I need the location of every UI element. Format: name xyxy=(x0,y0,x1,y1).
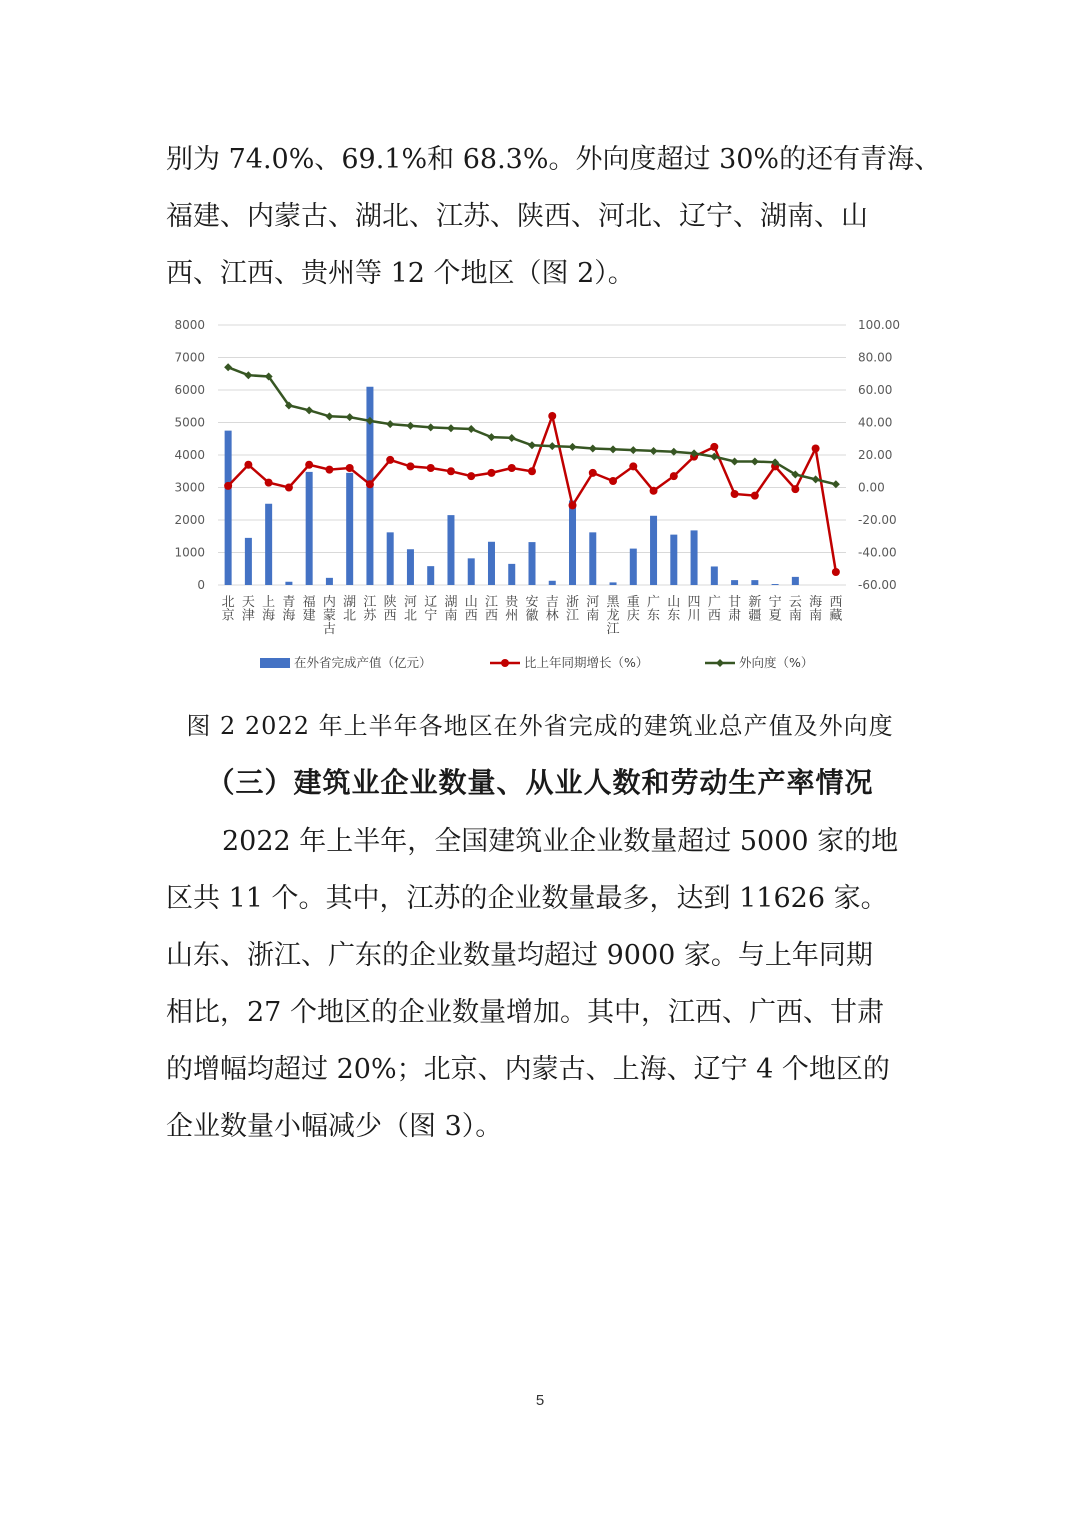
text-line: 别为 74.0%、69.1%和 68.3%。外向度超过 30%的还有青海、 xyxy=(166,144,942,175)
category-label: 津 xyxy=(241,608,255,624)
left-tick-label: 7000 xyxy=(174,350,205,365)
text-line: 福建、内蒙古、湖北、江苏、陕西、河北、辽宁、湖南、山 xyxy=(166,201,868,232)
text-line: 区共 11 个。其中，江苏的企业数量最多，达到 11626 家。 xyxy=(166,883,888,914)
bar xyxy=(731,580,738,585)
category-label: 南 xyxy=(586,608,600,624)
bar xyxy=(468,558,475,585)
data-point xyxy=(670,472,678,480)
bar xyxy=(529,542,536,585)
text-line: 相比，27 个地区的企业数量增加。其中，江西、广西、甘肃 xyxy=(166,997,884,1028)
data-point xyxy=(731,458,739,466)
bar xyxy=(650,516,657,585)
bar xyxy=(792,577,799,585)
category-label: 京 xyxy=(221,608,235,624)
category-label: 北 xyxy=(343,608,357,624)
data-point xyxy=(244,371,252,379)
category-label: 江 xyxy=(566,608,580,624)
data-point xyxy=(710,443,718,451)
legend-label: 在外省完成产值（亿元） xyxy=(294,655,432,670)
bar xyxy=(751,580,758,585)
data-point xyxy=(751,492,759,500)
data-point xyxy=(265,479,273,487)
right-tick-label: -20.00 xyxy=(858,513,897,527)
left-tick-label: 5000 xyxy=(174,415,205,430)
category-label: 徽 xyxy=(525,608,539,624)
category-label: 西 xyxy=(464,608,478,624)
right-tick-label: 100.00 xyxy=(858,318,900,332)
data-point xyxy=(548,442,556,450)
category-label: 东 xyxy=(667,608,681,624)
data-point xyxy=(508,434,516,442)
data-point xyxy=(791,485,799,493)
legend-marker xyxy=(501,659,509,667)
data-point xyxy=(346,464,354,472)
category-label: 重 xyxy=(626,595,640,610)
data-point xyxy=(508,464,516,472)
bar xyxy=(225,431,232,585)
category-label: 江 xyxy=(606,622,620,637)
category-label: 宁 xyxy=(768,595,782,610)
category-label: 浙 xyxy=(566,595,580,610)
data-point xyxy=(751,458,759,466)
data-point xyxy=(305,406,313,414)
category-label: 安 xyxy=(525,595,539,610)
category-label: 夏 xyxy=(768,608,782,624)
bar xyxy=(346,473,353,585)
bar xyxy=(569,501,576,586)
bar xyxy=(427,566,434,585)
data-point xyxy=(386,420,394,428)
category-label: 北 xyxy=(221,595,235,610)
category-label: 海 xyxy=(282,608,296,624)
bar xyxy=(245,538,252,585)
data-point xyxy=(629,446,637,454)
category-label: 北 xyxy=(403,608,417,624)
category-label: 广 xyxy=(707,595,721,610)
bar xyxy=(407,549,414,585)
category-label: 河 xyxy=(586,595,600,610)
bar xyxy=(630,549,637,585)
category-label: 贵 xyxy=(505,595,519,610)
category-label: 藏 xyxy=(829,608,843,624)
data-point xyxy=(812,475,820,483)
legend-marker xyxy=(716,659,724,667)
data-point xyxy=(325,412,333,420)
text-line: 企业数量小幅减少（图 3）。 xyxy=(166,1111,503,1142)
data-point xyxy=(325,466,333,474)
bar xyxy=(488,542,495,585)
bar xyxy=(549,581,556,585)
data-point xyxy=(447,467,455,475)
category-label: 古 xyxy=(322,622,336,637)
right-tick-label: 20.00 xyxy=(858,448,893,462)
data-point xyxy=(609,477,617,485)
category-label: 蒙 xyxy=(322,608,336,624)
legend-label: 外向度（%） xyxy=(739,655,814,670)
category-label: 疆 xyxy=(748,608,762,624)
category-label: 海 xyxy=(809,595,823,610)
category-label: 新 xyxy=(748,595,762,610)
data-point xyxy=(447,424,455,432)
paragraph-bottom xyxy=(166,813,926,1155)
data-point xyxy=(528,467,536,475)
category-label: 川 xyxy=(687,608,701,624)
data-point xyxy=(285,484,293,492)
category-label: 云 xyxy=(788,595,802,610)
category-label: 州 xyxy=(505,608,519,624)
category-label: 东 xyxy=(647,608,661,624)
right-tick-label: 0.00 xyxy=(858,480,885,495)
bar xyxy=(387,532,394,585)
data-point xyxy=(609,445,617,453)
figure-2-chart xyxy=(160,305,920,690)
category-label: 西 xyxy=(484,608,498,624)
data-point xyxy=(589,445,597,453)
data-point xyxy=(467,425,475,433)
category-label: 宁 xyxy=(424,608,438,624)
data-point xyxy=(731,490,739,498)
bar xyxy=(670,535,677,585)
bar xyxy=(610,582,617,585)
data-point xyxy=(528,441,536,449)
data-point xyxy=(832,568,840,576)
data-point xyxy=(629,462,637,470)
left-tick-label: 0 xyxy=(197,578,205,592)
category-label: 上 xyxy=(262,595,276,610)
bar xyxy=(447,515,454,585)
data-point xyxy=(406,462,414,470)
data-point xyxy=(346,413,354,421)
left-tick-label: 4000 xyxy=(174,448,205,462)
data-point xyxy=(487,433,495,441)
category-label: 庆 xyxy=(626,608,640,624)
category-label: 甘 xyxy=(728,595,742,610)
bar xyxy=(285,582,292,585)
left-tick-label: 6000 xyxy=(174,383,205,397)
category-label: 西 xyxy=(707,608,721,624)
text-line: 的增幅均超过 20%；北京、内蒙古、上海、辽宁 4 个地区的 xyxy=(166,1054,890,1085)
text-line: 山东、浙江、广东的企业数量均超过 9000 家。与上年同期 xyxy=(166,940,873,971)
category-label: 南 xyxy=(809,608,823,624)
category-label: 四 xyxy=(687,595,701,610)
category-label: 肃 xyxy=(728,608,742,624)
right-tick-label: -40.00 xyxy=(858,545,897,560)
category-label: 陕 xyxy=(383,595,397,610)
category-label: 龙 xyxy=(606,608,620,624)
category-label: 湖 xyxy=(444,595,458,610)
text-line: 西、江西、贵州等 12 个地区（图 2）。 xyxy=(166,258,635,289)
bar xyxy=(265,504,272,585)
category-label: 山 xyxy=(667,595,681,610)
data-point xyxy=(224,482,232,490)
data-point xyxy=(548,412,556,420)
data-point xyxy=(487,469,495,477)
category-label: 吉 xyxy=(545,595,559,610)
category-label: 西 xyxy=(829,595,843,610)
legend-swatch xyxy=(260,658,290,668)
left-tick-label: 8000 xyxy=(174,318,205,332)
legend-label: 比上年同期增长（%） xyxy=(524,655,649,670)
bar xyxy=(306,472,313,585)
data-point xyxy=(569,501,577,509)
category-label: 内 xyxy=(322,595,336,610)
left-tick-label: 3000 xyxy=(174,480,205,495)
data-point xyxy=(386,456,394,464)
category-label: 湖 xyxy=(343,595,357,610)
figure-caption: 图 2 2022 年上半年各地区在外省完成的建筑业总产值及外向度 xyxy=(186,712,894,740)
paragraph-top xyxy=(166,131,942,302)
page-number: 5 xyxy=(535,1392,545,1409)
data-point xyxy=(427,464,435,472)
category-label: 西 xyxy=(383,608,397,624)
right-tick-label: 40.00 xyxy=(858,415,893,430)
data-point xyxy=(244,461,252,469)
category-label: 黑 xyxy=(606,595,620,610)
data-point xyxy=(650,487,658,495)
category-label: 天 xyxy=(241,595,255,610)
data-point xyxy=(366,480,374,488)
data-point xyxy=(467,472,475,480)
category-label: 河 xyxy=(403,595,417,610)
category-label: 广 xyxy=(647,595,661,610)
data-point xyxy=(569,443,577,451)
right-tick-label: 80.00 xyxy=(858,350,893,365)
data-point xyxy=(589,469,597,477)
bar xyxy=(326,578,333,585)
data-point xyxy=(812,445,820,453)
category-label: 苏 xyxy=(363,608,377,624)
right-tick-label: -60.00 xyxy=(858,578,897,592)
section-heading: （三）建筑业企业数量、从业人数和劳动生产率情况 xyxy=(206,766,874,799)
category-label: 江 xyxy=(484,595,498,610)
category-label: 山 xyxy=(464,595,478,610)
category-label: 南 xyxy=(788,608,802,624)
category-label: 辽 xyxy=(424,595,438,610)
left-tick-label: 1000 xyxy=(174,545,205,560)
category-label: 江 xyxy=(363,595,377,610)
category-label: 林 xyxy=(545,608,559,624)
data-point xyxy=(650,447,658,455)
right-tick-label: 60.00 xyxy=(858,383,893,397)
category-label: 海 xyxy=(262,608,276,624)
category-label: 福 xyxy=(302,595,316,610)
bar xyxy=(691,530,698,585)
category-label: 青 xyxy=(282,595,296,610)
bar xyxy=(772,584,779,585)
category-label: 南 xyxy=(444,608,458,624)
bar xyxy=(711,566,718,585)
bar xyxy=(508,564,515,585)
category-label: 建 xyxy=(302,608,316,624)
data-point xyxy=(427,423,435,431)
data-point xyxy=(224,363,232,371)
text-line: 2022 年上半年，全国建筑业企业数量超过 5000 家的地 xyxy=(222,826,899,857)
bar xyxy=(589,532,596,585)
data-point xyxy=(305,461,313,469)
left-tick-label: 2000 xyxy=(174,513,205,527)
